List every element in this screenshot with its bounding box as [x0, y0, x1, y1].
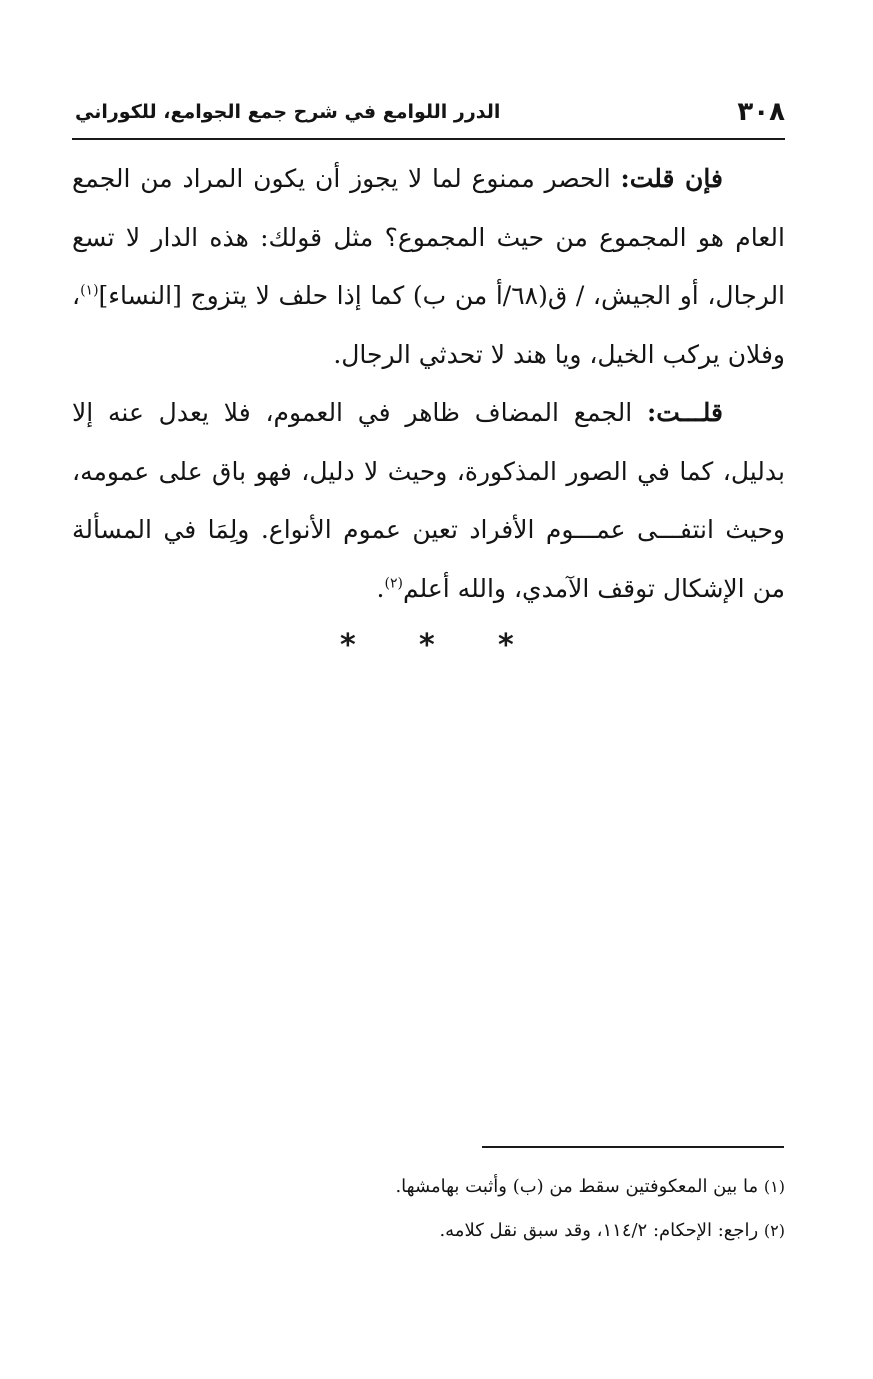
paragraph-text: الجمع المضاف ظاهر في العموم، فلا يعدل عنه إلا بدليل، كما في الصور المذكورة، وحيث لا دليل، فهو باق على عمومه، وحيث انتفـــى عمـــوم الأفراد تعين عموم الأنواع. ولِمَا في المسألة من الإشكال توقف الآمدي، والله أعلم: [72, 398, 785, 603]
footnote-2: [72, 1209, 785, 1253]
paragraph-text-end: .: [376, 573, 385, 603]
section-separator: [0, 628, 873, 668]
separator-star: *: [340, 628, 356, 663]
header-rule: [72, 138, 785, 140]
page-number: ٣٠٨: [737, 97, 785, 127]
paragraph-objection: [72, 150, 785, 384]
paragraph-lead: قلـــت:: [647, 398, 723, 427]
running-title: الدرر اللوامع في شرح جمع الجوامع، للكوراني: [75, 101, 501, 123]
footnote-text: ما بين المعكوفتين سقط من (ب) وأثبت بهامشها.: [395, 1176, 759, 1197]
footnote-number: (١): [763, 1177, 785, 1196]
page-header: [70, 92, 785, 132]
footnote-number: (٢): [763, 1221, 785, 1240]
footnote-ref-2[interactable]: (٢): [384, 575, 403, 592]
footnote-ref-1[interactable]: (١): [80, 282, 99, 299]
paragraph-reply: [72, 384, 785, 618]
footnotes: [72, 1165, 785, 1253]
footnote-text: راجع: الإحكام: ١١٤/٢، وقد سبق نقل كلامه.: [439, 1220, 759, 1241]
separator-star: *: [419, 628, 435, 663]
footnote-rule: [482, 1146, 784, 1148]
footnote-1: [72, 1165, 785, 1209]
paragraph-text: الحصر ممنوع لما لا يجوز أن يكون المراد من الجمع العام هو المجموع من حيث المجموع؟ مثل قولك: هذه الدار لا تسع الرجال، أو الجيش، / ق(٦٨/أ من ب) كما إذا حلف لا يتزوج [النساء]: [72, 164, 786, 310]
paragraph-lead: فإن قلت:: [620, 164, 723, 193]
separator-star: *: [498, 628, 514, 663]
main-text: [72, 150, 785, 618]
paragraph-text-end: ، وفلان يركب الخيل، ويا هند لا تحدثي الرجال.: [72, 281, 785, 369]
